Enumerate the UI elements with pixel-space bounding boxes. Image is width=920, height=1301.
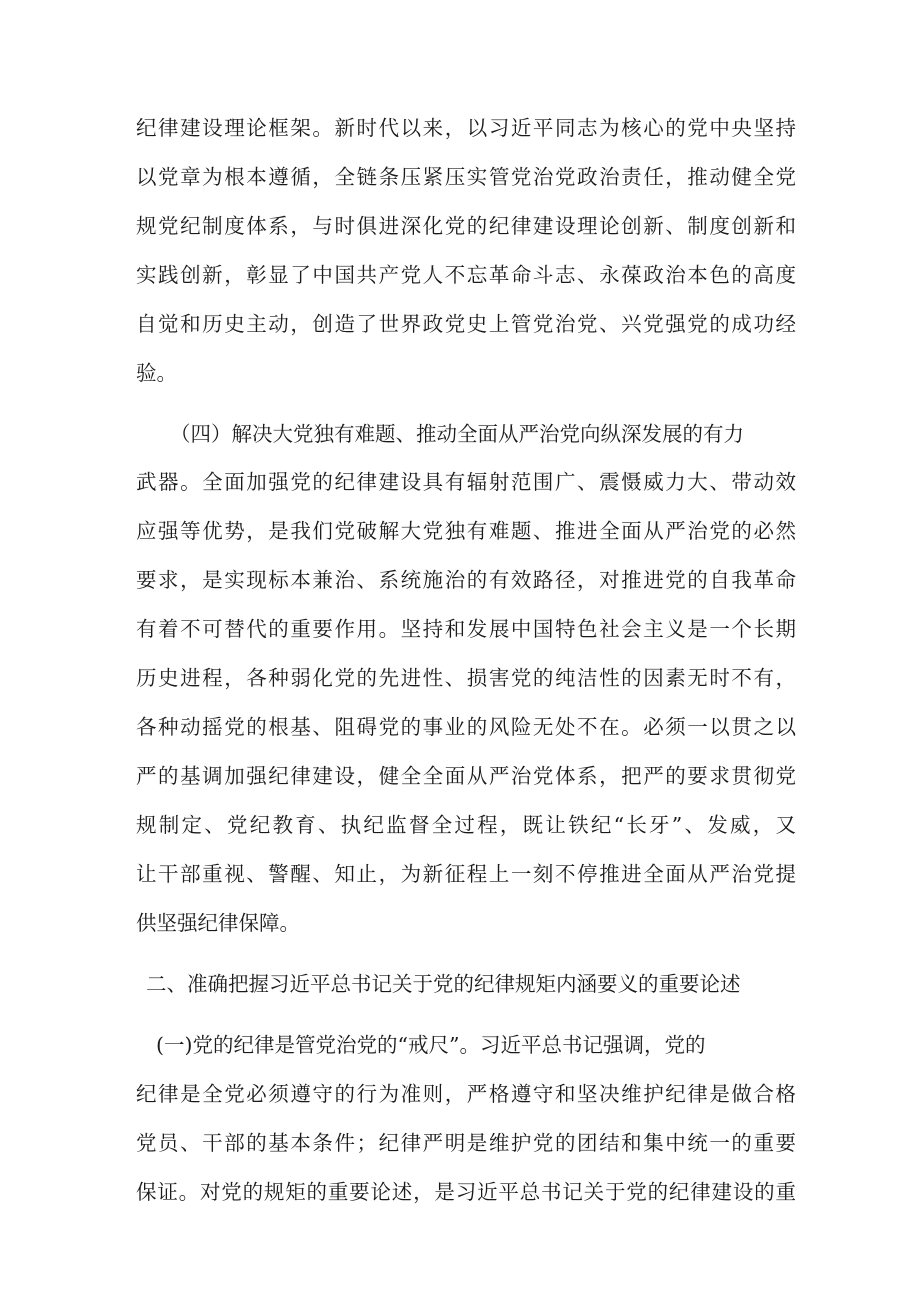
paragraph-1-line-4: 实践创新，彰显了中国共产党人不忘革命斗志、永葆政治本色的高度 — [136, 263, 796, 287]
paragraph-2-line-2: 武器。全面加强党的纪律建设具有辐射范围广、震慑威力大、带动效 — [136, 470, 796, 494]
paragraph-1-line-5: 自觉和历史主动，创造了世界政党史上管党治党、兴党强党的成功经 — [136, 312, 796, 336]
paragraph-1-line-2: 以党章为根本遵循，全链条压紧压实管党治党政治责任，推动健全党 — [136, 165, 796, 189]
paragraph-2-line-9: 规制定、党纪教育、执纪监督全过程，既让铁纪“长牙”、发威，又 — [136, 813, 796, 837]
paragraph-2-line-3: 应强等优势，是我们党破解大党独有难题、推进全面从严治党的必然 — [136, 519, 796, 543]
paragraph-1-line-6: 验。 — [136, 361, 177, 385]
paragraph-2-line-1: （四）解决大党独有难题、推动全面从严治党向纵深发展的有力 — [170, 422, 744, 446]
paragraph-2-line-8: 严的基调加强纪律建设，健全全面从严治党体系，把严的要求贯彻党 — [136, 764, 796, 788]
paragraph-2-line-6: 历史进程，各种弱化党的先进性、损害党的纯洁性的因素无时不有， — [136, 666, 796, 690]
paragraph-1-line-1: 纪律建设理论框架。新时代以来，以习近平同志为核心的党中央坚持 — [136, 116, 796, 140]
section-heading: 二、准确把握习近平总书记关于党的纪律规矩内涵要义的重要论述 — [146, 972, 741, 996]
paragraph-2-line-4: 要求，是实现标本兼治、系统施治的有效路径，对推进党的自我革命 — [136, 568, 796, 592]
paragraph-2-line-7: 各种动摇党的根基、阻碍党的事业的风险无处不在。必须一以贯之以 — [136, 715, 796, 739]
paragraph-3-line-3: 党员、干部的基本条件；纪律严明是维护党的团结和集中统一的重要 — [136, 1131, 796, 1155]
paragraph-3-line-1: (一)党的纪律是管党治党的“戒尺”。习近平总书记强调，党的 — [156, 1033, 706, 1057]
paragraph-2-line-5: 有着不可替代的重要作用。坚持和发展中国特色社会主义是一个长期 — [136, 617, 796, 641]
paragraph-3-line-4: 保证。对党的规矩的重要论述，是习近平总书记关于党的纪律建设的重 — [136, 1180, 796, 1204]
paragraph-1-line-3: 规党纪制度体系，与时俱进深化党的纪律建设理论创新、制度创新和 — [136, 214, 796, 238]
paragraph-2-line-10: 让干部重视、警醒、知止，为新征程上一刻不停推进全面从严治党提 — [136, 862, 796, 886]
paragraph-2-line-11: 供坚强纪律保障。 — [136, 911, 300, 935]
paragraph-3-line-2: 纪律是全党必须遵守的行为准则，严格遵守和坚决维护纪律是做合格 — [136, 1082, 796, 1106]
